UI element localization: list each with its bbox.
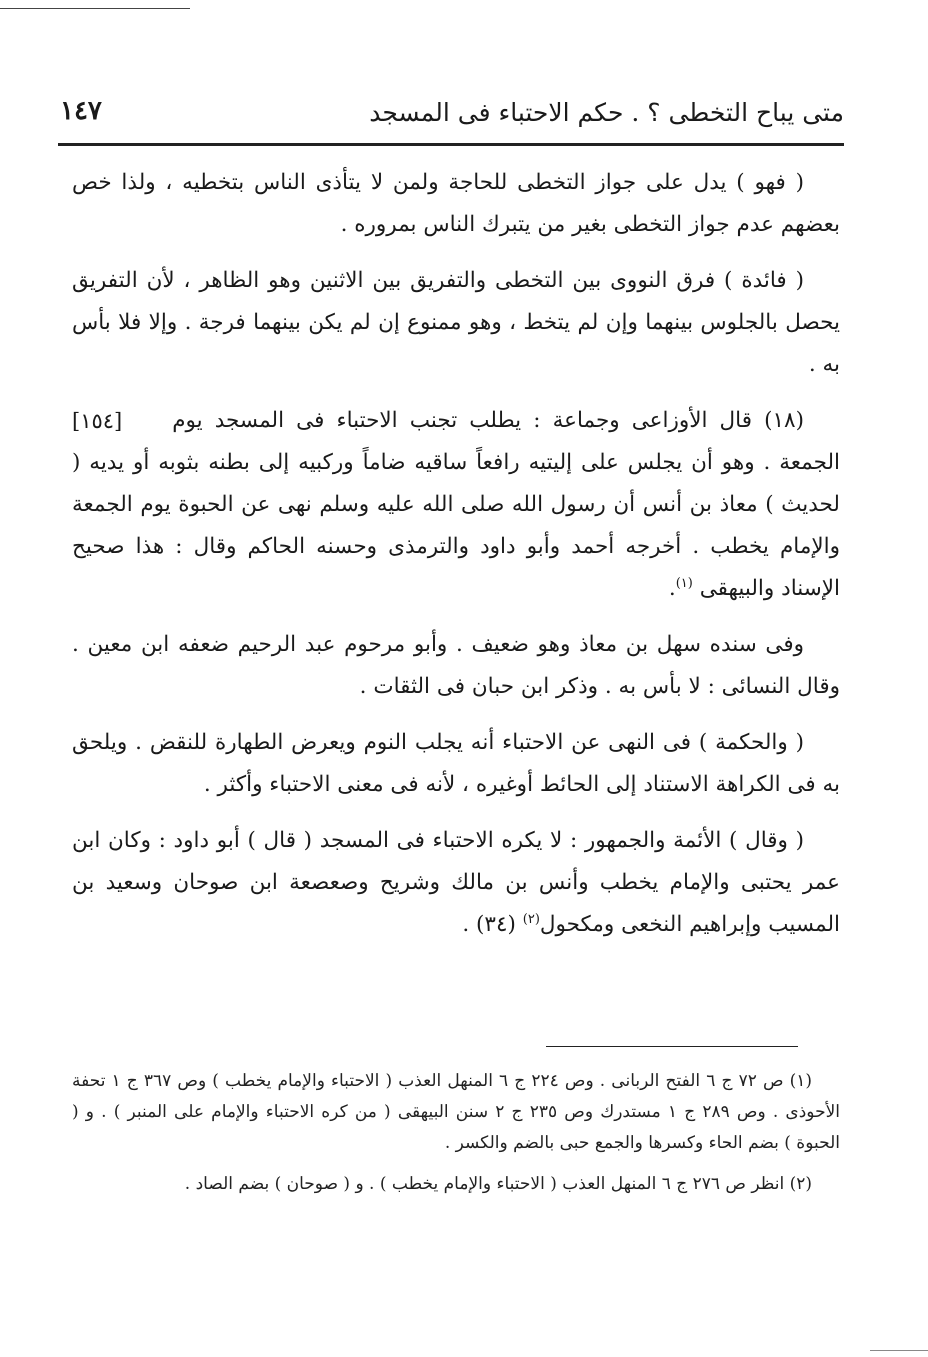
paragraph-6-text: ( وقال ) الأئمة والجمهور : لا يكره الاحتباء فى المسجد ( قال ) أبو داود : وكان ابن عمر يحتبى والإمام يخطب وأنس بن مالك وشريح وصعصعة ابن صوحان وسعيد بن المسيب وإبراهيم النخعى ومكحول	[72, 828, 840, 937]
paragraph-4-text: وفى سنده سهل بن معاذ وهو ضعيف . وأبو مرحوم عبد الرحيم ضعفه ابن معين . وقال النسائى : لا بأس به . وذكر ابن حبان فى الثقات .	[72, 632, 840, 699]
top-margin-line	[0, 8, 190, 9]
paragraph-3-text: (١٨) قال الأوزاعى وجماعة : يطلب تجنب الاحتباء فى المسجد يوم الجمعة . وهو أن يجلس على إليتيه رافعاً ساقيه ضاماً وركبيه إلى بطنه بثوبه أو يديه ( لحديث ) معاذ بن أنس أن رسول الله صلى الله عليه وسلم نهى عن الحبوة يوم الجمعة والإمام يخطب . أخرجه أحمد وأبو داود والترمذى وحسنه الحاكم وقال : هذا صحيح الإسناد والبيهقى	[72, 408, 840, 601]
paragraph-5-text: ( والحكمة ) فى النهى عن الاحتباء أنه يجلب النوم ويعرض الطهارة للنقض . ويلحق به فى الكراهة الاستناد إلى الحائط أوغيره ، لأنه فى معنى الاحتباء وأكثر .	[72, 730, 840, 797]
paragraph-3-end: .	[668, 576, 676, 601]
footnote-1: (١) ص ٧٢ ج ٦ الفتح الربانى . وص ٢٢٤ ج ٦ المنهل العذب ( الاحتباء والإمام يخطب ) وص ٣٦٧ ج ١ تحفة الأحوذى . وص ٢٨٩ ج ١ مستدرك وص ٢٣٥ ج ٢ سنن البيهقى ( من كره الاحتباء والإمام على المنبر ) . و ( الحبوة ) بضم الحاء وكسرها والجمع حبى بالضم والكسر .	[72, 1071, 841, 1153]
footnote-2: (٢) انظر ص ٢٧٦ ج ٦ المنهل العذب ( الاحتباء والإمام يخطب ) . و ( صوحان ) بضم الصاد .	[184, 1174, 812, 1194]
main-text	[72, 162, 840, 960]
footnote-separator	[546, 1046, 798, 1047]
side-reference: [١٥٤]	[72, 409, 123, 433]
footnote-mark-1[interactable]: (١)	[675, 575, 693, 591]
paragraph-1	[72, 162, 840, 246]
paragraph-5	[72, 722, 840, 806]
page-header	[60, 94, 844, 138]
footnote-mark-2[interactable]: (٢)	[522, 911, 540, 927]
page-number: ١٤٧	[60, 96, 102, 126]
paragraph-4	[72, 624, 840, 708]
paragraph-6	[72, 820, 840, 946]
bottom-margin-line	[870, 1350, 928, 1351]
paragraph-6-tail: (٣٤) .	[462, 912, 516, 937]
paragraph-3	[72, 400, 840, 610]
running-title: متى يباح التخطى ؟ . حكم الاحتباء فى المسجد	[369, 98, 844, 127]
paragraph-1-text: ( فهو ) يدل على جواز التخطى للحاجة ولمن لا يتأذى الناس بتخطيه ، ولذا خص بعضهم عدم جواز التخطى بغير من يتبرك الناس بمروره .	[72, 170, 840, 237]
paragraph-2-text: ( فائدة ) فرق النووى بين التخطى والتفريق بين الاثنين وهو الظاهر ، لأن التفريق يحصل بالجلوس بينهما وإن لم يتخط ، وهو ممنوع إن لم يكن بينهما فرجة . وإلا فلا بأس به .	[72, 268, 840, 377]
header-rule	[58, 143, 844, 146]
footnotes	[72, 1066, 840, 1210]
paragraph-2	[72, 260, 840, 386]
